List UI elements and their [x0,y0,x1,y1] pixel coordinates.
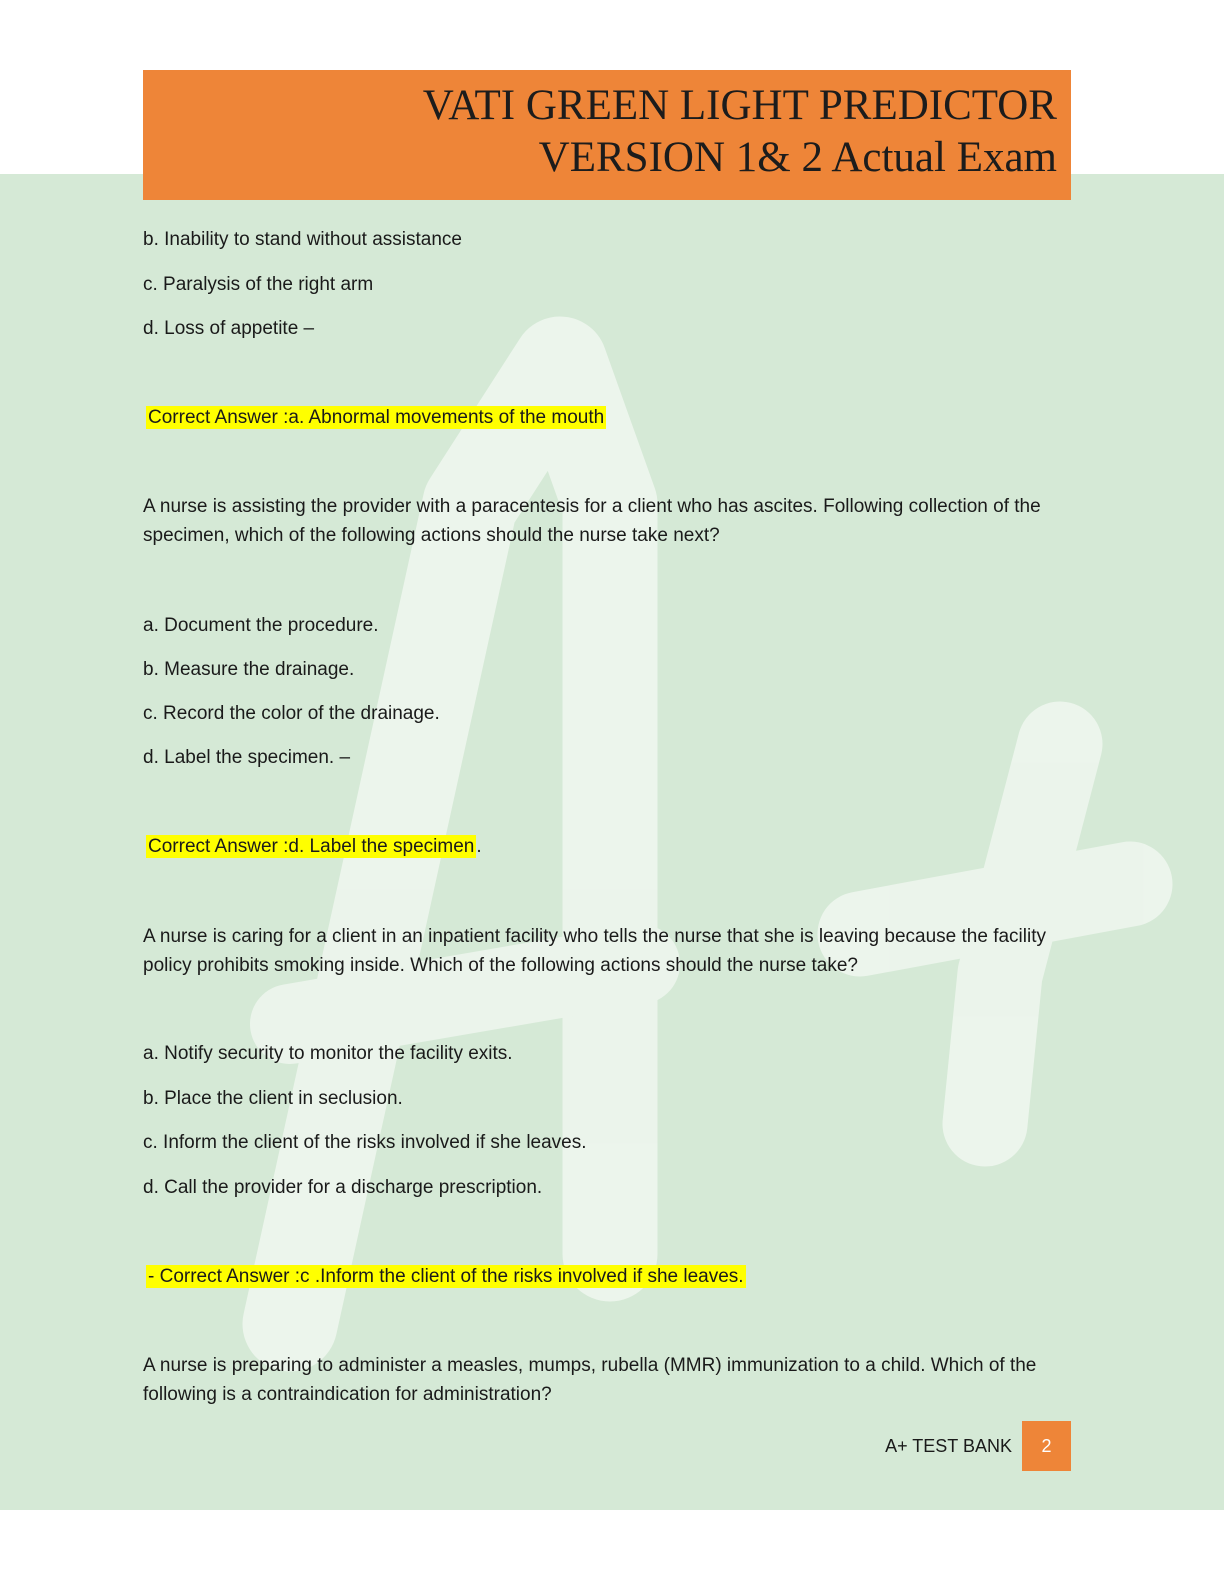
q2-option-b: b. Measure the drainage. [143,659,355,680]
q1-answer [146,403,606,432]
q1-option-d: d. Loss of appetite – [143,318,315,339]
q3-option-a: a. Notify security to monitor the facility exits. [143,1043,513,1064]
q2-answer-highlight: Correct Answer :d. Label the specimen [148,836,475,857]
header-title-line-2: VERSION 1& 2 Actual Exam [538,134,1057,181]
q1-option-b: b. Inability to stand without assistance [143,229,462,250]
q3-option-c: c. Inform the client of the risks involved if she leaves. [143,1132,587,1153]
q4-stem: A nurse is preparing to administer a measles, mumps, rubella (MMR) immunization to a child. Which of the following is a contraindication for administration? [143,1355,1037,1405]
q1-option-c: c. Paralysis of the right arm [143,274,374,295]
q3-answer-highlight: - Correct Answer :c .Inform the client of the risks involved if she leaves. [148,1266,744,1287]
footer-label: A+ TEST BANK [885,1436,1012,1456]
page-number: 2 [1022,1421,1071,1471]
q1-answer-highlight: Correct Answer :a. Abnormal movements of the mouth [148,407,605,428]
q2-answer-suffix: . [476,836,482,857]
q3-option-b: b. Place the client in seclusion. [143,1088,403,1109]
q3-option-d: d. Call the provider for a discharge prescription. [143,1177,543,1198]
header-banner [143,70,1071,200]
q3-answer [146,1262,746,1291]
header-title-line-1: VATI GREEN LIGHT PREDICTOR [422,82,1057,129]
q3-stem: A nurse is caring for a client in an inpatient facility who tells the nurse that she is leaving because the facility policy prohibits smoking inside. Which of the following actions should the nurse take? [143,926,1046,976]
q2-option-c: c. Record the color of the drainage. [143,703,440,724]
q2-stem: A nurse is assisting the provider with a paracentesis for a client who has ascites. Following collection of the specimen, which of the following actions should the nurse take next? [143,496,1041,546]
q2-answer [146,832,482,861]
q2-option-d: d. Label the specimen. – [143,747,351,768]
q2-option-a: a. Document the procedure. [143,615,379,636]
